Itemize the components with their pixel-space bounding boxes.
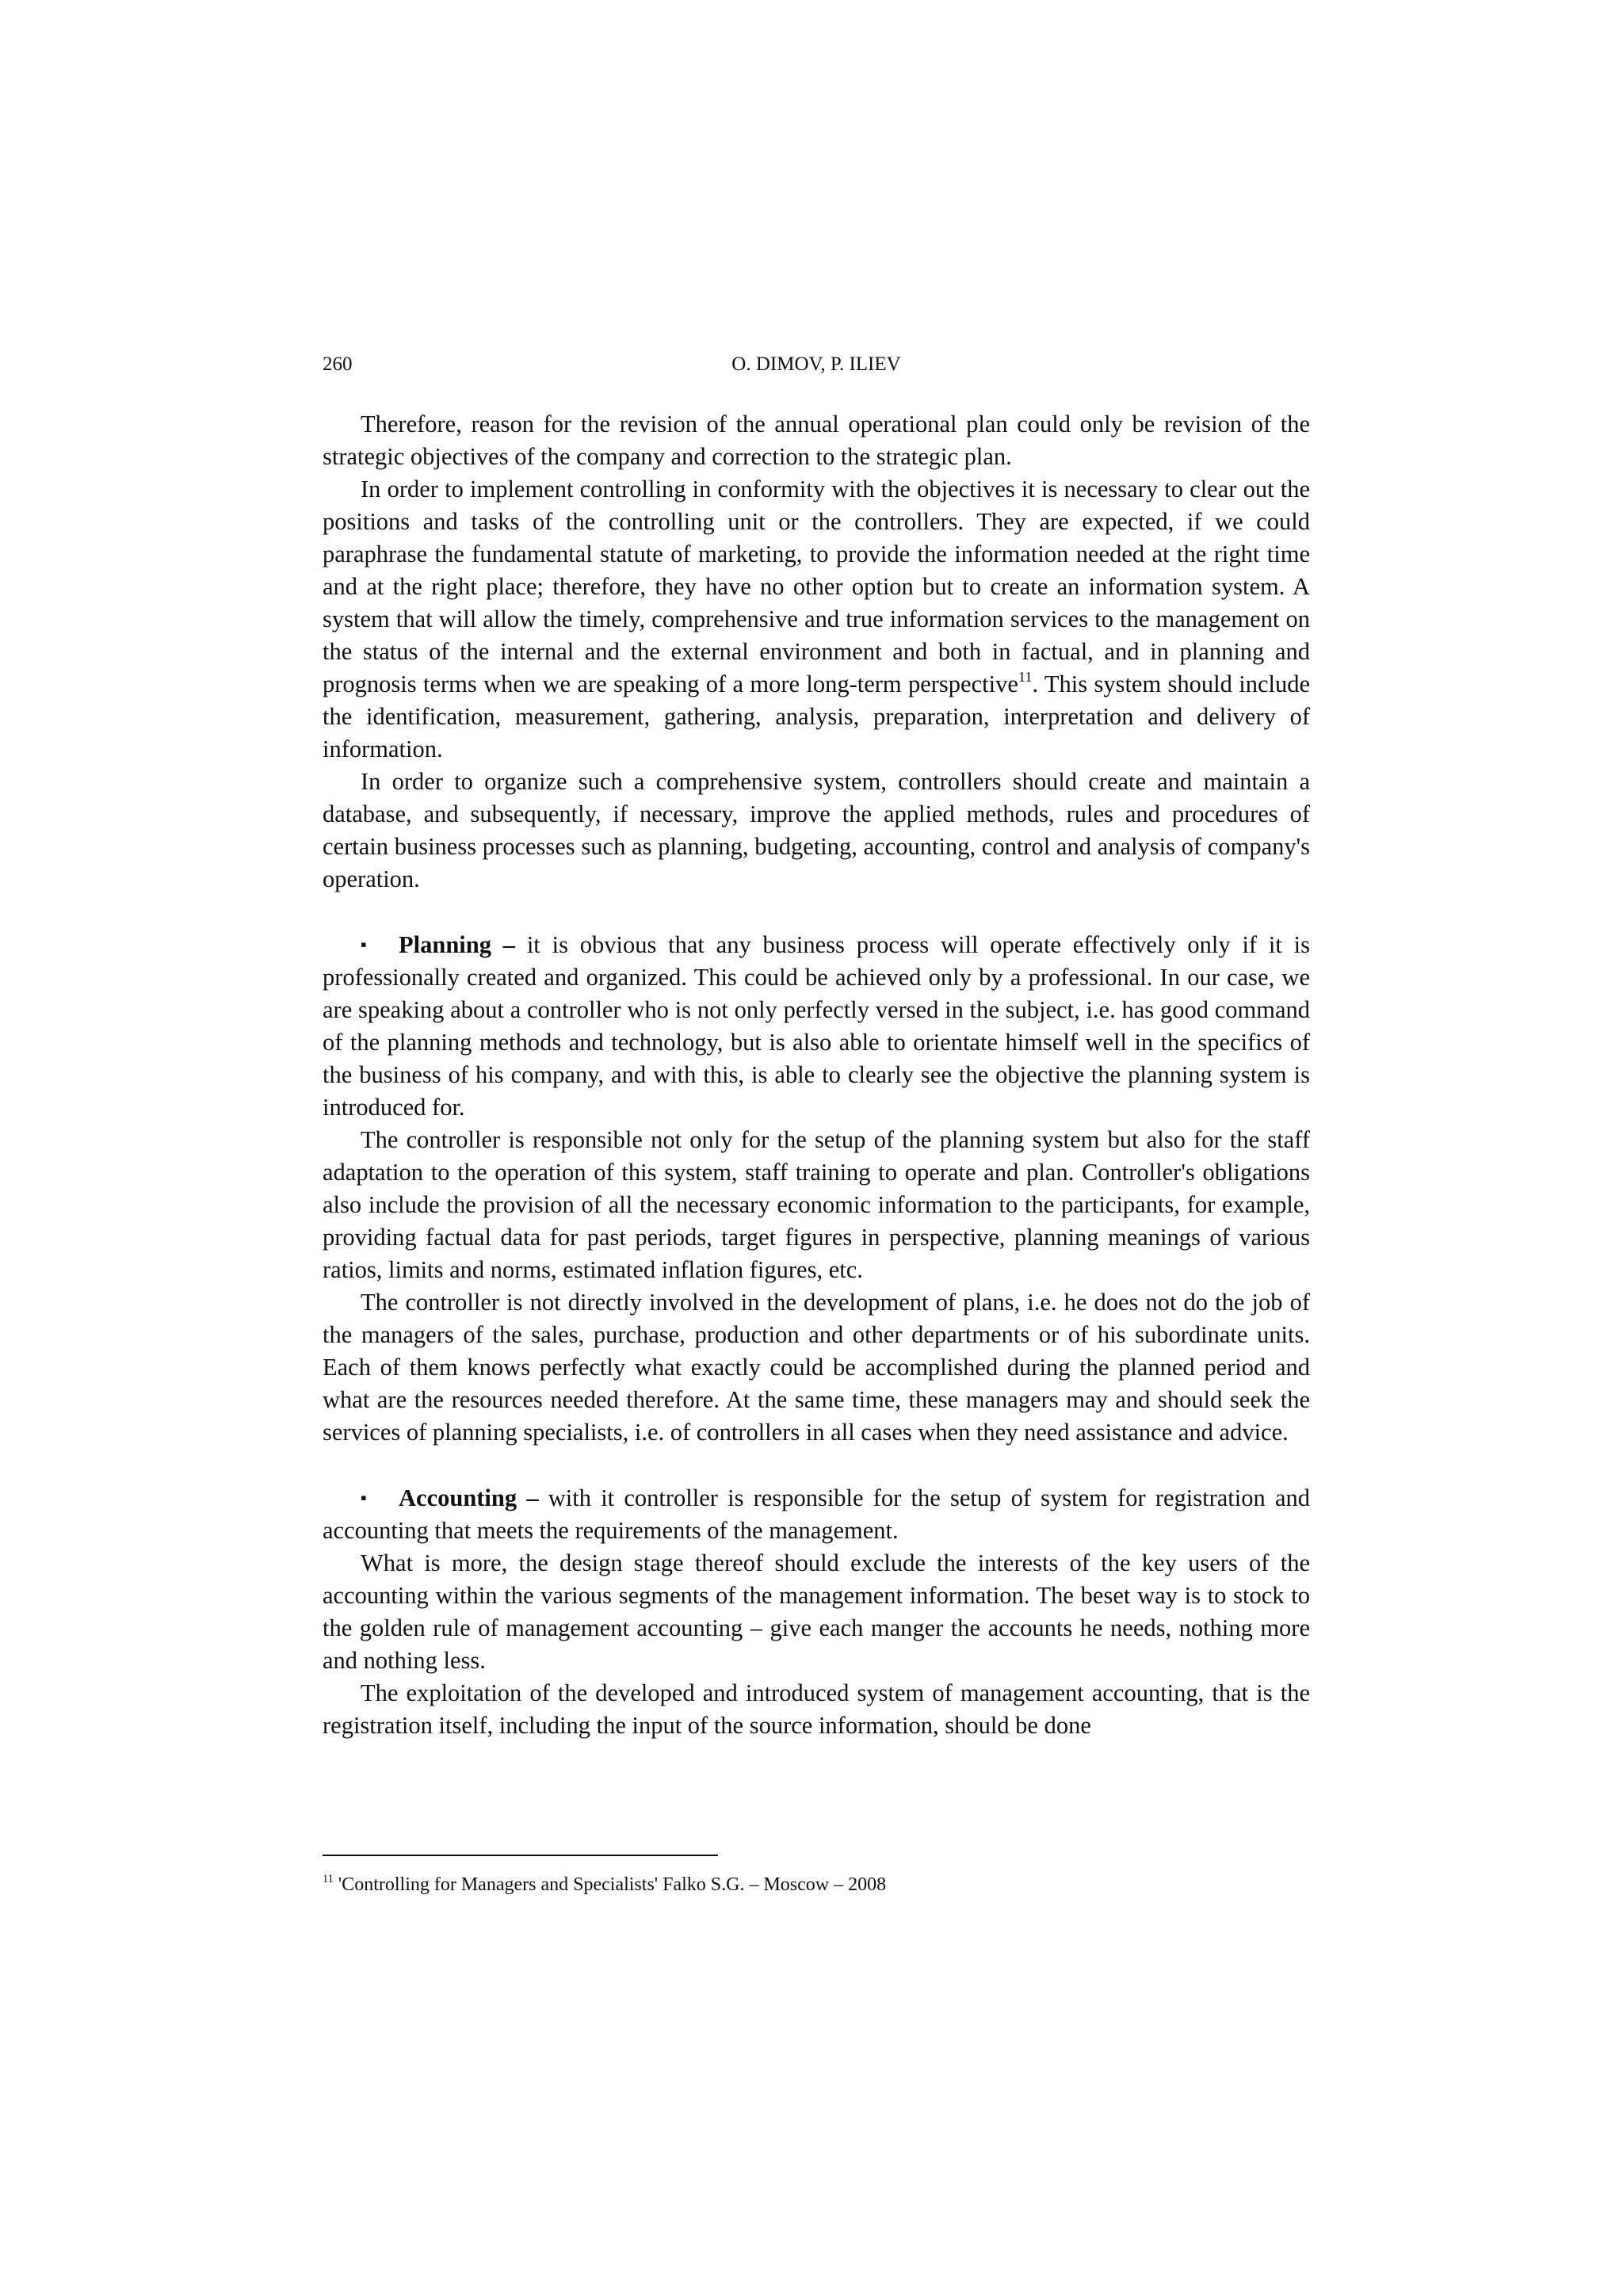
bullet-text: it is obvious that any business process will operate effectively only if it is professionally created and organized. This could be achieved only by a professional. In our case, we are speaking about a controller who is not only perfectly versed in the subject, i.e. has good command of the planning methods and technology, but is also able to orientate himself well in the specifics of the business of his company, and with this, is able to clearly see the objective the planning system is introduced for. xyxy=(323,931,1310,1121)
paragraph xyxy=(323,473,1310,766)
footnote-reference: 11 xyxy=(1018,669,1033,686)
page-number: 260 xyxy=(323,353,353,375)
bullet-lead: Accounting – xyxy=(399,1484,539,1511)
footnote-text: 'Controlling for Managers and Specialists' Falko S.G. – Moscow – 2008 xyxy=(333,1874,887,1895)
footnote-divider xyxy=(323,1855,718,1856)
bullet-item-planning xyxy=(323,928,1310,1124)
paragraph: The controller is responsible not only for the setup of the planning system but also for the staff adaptation to the operation of this system, staff training to operate and plan. Controller's obligations also include the provision of all the necessary economic information to the participants, for example, providing factual data for past periods, target figures in perspective, planning meanings of various ratios, limits and norms, estimated inflation figures, etc. xyxy=(323,1126,1310,1283)
paragraph-text: . This system should include the identification, measurement, gathering, analysis, preparation, interpretation and delivery of information. xyxy=(323,670,1311,762)
paragraph: Therefore, reason for the revision of the annual operational plan could only be revision of the strategic objectives of the company and correction to the strategic plan. xyxy=(323,411,1310,470)
page-header xyxy=(323,349,1310,380)
square-bullet-icon: ▪ xyxy=(361,934,367,954)
square-bullet-icon: ▪ xyxy=(361,1488,367,1507)
paragraph-text: In order to implement controlling in conformity with the objectives it is necessary to clear out the positions and tasks of the controlling unit or the controllers. They are expected, if we could paraphrase the fundamental statute of marketing, to provide the information needed at the right time and at the right place; therefore, they have no other option but to create an information system. A system that will allow the timely, comprehensive and true information services to the management on the status of the internal and the external environment and both in factual, and in planning and prognosis terms when we are speaking of a more long-term perspective xyxy=(323,476,1310,697)
footnote xyxy=(323,1871,1310,1898)
paragraph: The exploitation of the developed and introduced system of management accounting, that is the registration itself, including the input of the source information, should be done xyxy=(323,1679,1310,1739)
running-head: O. DIMOV, P. ILIEV xyxy=(731,353,901,375)
footnote-mark: 11 xyxy=(323,1872,334,1885)
bullet-text: with it controller is responsible for the setup of system for registration and accounting that meets the requirements of the management. xyxy=(323,1484,1310,1544)
bullet-item-accounting xyxy=(323,1481,1310,1547)
paragraph: What is more, the design stage thereof should exclude the interests of the key users of the accounting within the various segments of the management information. The beset way is to stock to the golden rule of management accounting – give each manger the accounts he needs, nothing more and nothing less. xyxy=(323,1549,1310,1674)
paragraph: The controller is not directly involved in the development of plans, i.e. he does not do the job of the managers of the sales, purchase, production and other departments or of his subordinate units. Each of them knows perfectly what exactly could be accomplished during the planned period and what are the resources needed therefore. At the same time, these managers may and should seek the services of planning specialists, i.e. of controllers in all cases when they need assistance and advice. xyxy=(323,1289,1310,1446)
paragraph: In order to organize such a comprehensive system, controllers should create and maintain a database, and subsequently, if necessary, improve the applied methods, rules and procedures of certain business processes such as planning, budgeting, accounting, control and analysis of company's operation. xyxy=(323,768,1310,892)
body-text xyxy=(323,408,1310,1742)
bullet-lead: Planning – xyxy=(399,931,516,958)
